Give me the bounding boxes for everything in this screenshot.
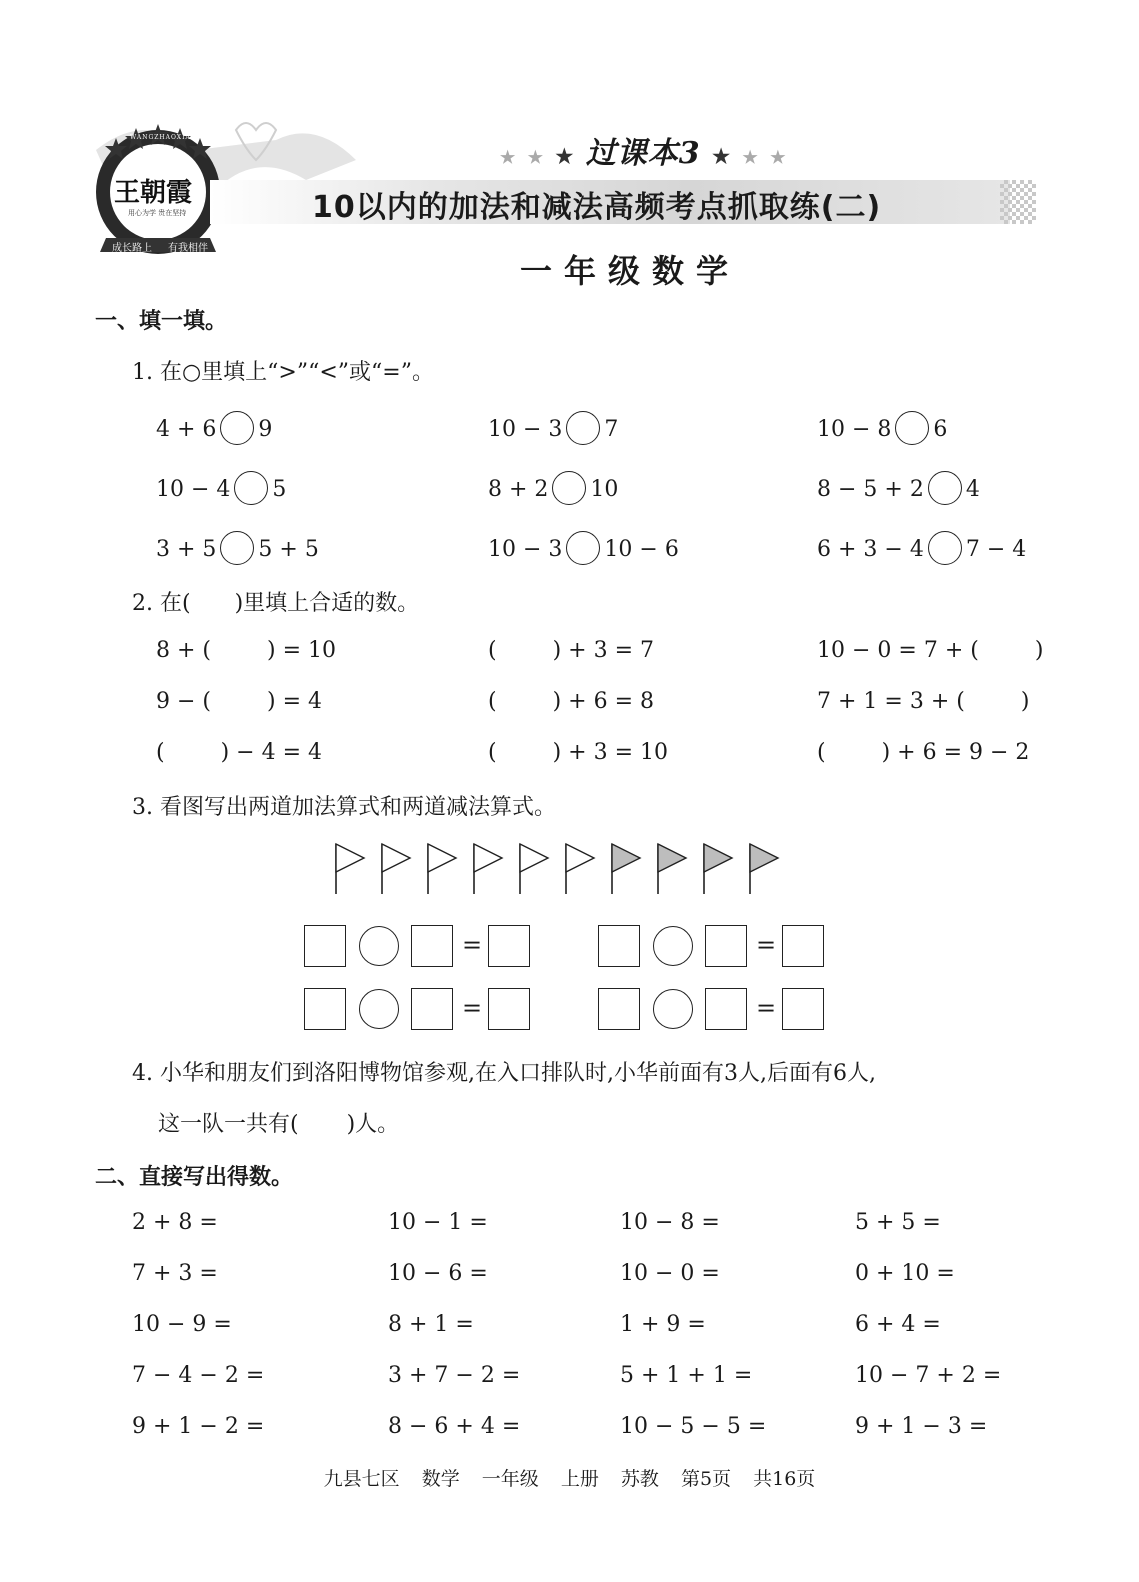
page-footer: [0, 1464, 1139, 1491]
star-icon: ★: [500, 148, 517, 168]
compare-left: 8 + 2: [488, 477, 549, 502]
series-label: [500, 128, 786, 172]
page-title: 10以内的加法和减法高频考点抓取练(二): [312, 190, 882, 225]
mental-math-item[interactable]: 10 − 0 =: [620, 1261, 720, 1286]
mental-math-item[interactable]: 10 − 6 =: [388, 1261, 488, 1286]
compare-item: [488, 473, 618, 507]
compare-item: [156, 473, 286, 507]
compare-right: 5: [272, 477, 287, 502]
answer-box[interactable]: [598, 925, 640, 967]
compare-circle-blank[interactable]: [220, 531, 254, 565]
q4-text-before: 这一队一共有(: [158, 1112, 299, 1137]
compare-right: 6: [933, 417, 948, 442]
compare-left: 10 − 8: [817, 417, 892, 442]
answer-box[interactable]: [304, 988, 346, 1030]
equals-sign: =: [756, 931, 777, 959]
footer-volume: 上册: [560, 1468, 599, 1490]
mental-math-item[interactable]: 10 − 9 =: [132, 1312, 232, 1337]
white-flag-icon: [336, 844, 364, 894]
compare-circle-blank[interactable]: [566, 411, 600, 445]
footer-subject: 数学: [421, 1468, 460, 1490]
gray-flag-icon: [750, 844, 778, 894]
fill-before: 10 − 0 = 7 + (: [817, 638, 979, 663]
fill-item: [488, 689, 654, 714]
fill-after: ) + 3 = 7: [552, 638, 655, 663]
fill-item: [488, 740, 668, 765]
fill-item: [817, 740, 1029, 765]
fill-item: [156, 638, 336, 663]
mental-math-item[interactable]: 7 + 3 =: [132, 1261, 218, 1286]
flags-illustration: [320, 838, 800, 898]
fill-item: [156, 689, 322, 714]
grade-subject: 一年级数学: [520, 252, 741, 290]
logo-name: 王朝霞: [114, 178, 193, 208]
fill-after: ): [1020, 689, 1030, 714]
compare-circle-blank[interactable]: [220, 411, 254, 445]
compare-item: [817, 473, 980, 507]
compare-left: 6 + 3 − 4: [817, 537, 924, 562]
compare-left: 10 − 3: [488, 417, 563, 442]
compare-left: 10 − 3: [488, 537, 563, 562]
footer-grade: 一年级: [481, 1468, 539, 1490]
mental-math-item[interactable]: 6 + 4 =: [855, 1312, 941, 1337]
fill-before: (: [156, 740, 165, 765]
white-flag-icon: [474, 844, 502, 894]
compare-item: [488, 413, 618, 447]
mental-math-item[interactable]: 10 − 7 + 2 =: [855, 1363, 1002, 1388]
white-flag-icon: [566, 844, 594, 894]
footer-page: 第5页: [680, 1468, 732, 1490]
fill-after: ) = 4: [267, 689, 322, 714]
star-icon: ★: [555, 144, 575, 168]
mental-math-item[interactable]: 10 − 1 =: [388, 1210, 488, 1235]
fill-before: (: [817, 740, 826, 765]
equals-sign: =: [462, 931, 483, 959]
compare-circle-blank[interactable]: [895, 411, 929, 445]
answer-box[interactable]: [782, 988, 824, 1030]
answer-box[interactable]: [488, 925, 530, 967]
compare-circle-blank[interactable]: [928, 471, 962, 505]
compare-item: [156, 533, 319, 567]
compare-right: 10 − 6: [604, 537, 679, 562]
compare-left: 4 + 6: [156, 417, 217, 442]
compare-circle-blank[interactable]: [234, 471, 268, 505]
compare-item: [156, 413, 272, 447]
mental-math-item[interactable]: 7 − 4 − 2 =: [132, 1363, 265, 1388]
equals-sign: =: [756, 994, 777, 1022]
fill-before: (: [488, 638, 497, 663]
compare-circle-blank[interactable]: [566, 531, 600, 565]
white-flag-icon: [382, 844, 410, 894]
compare-right: 4: [965, 477, 980, 502]
gray-flag-icon: [658, 844, 686, 894]
fill-item: [817, 638, 1043, 663]
mental-math-item[interactable]: 5 + 1 + 1 =: [620, 1363, 753, 1388]
compare-item: [817, 533, 1026, 567]
compare-circle-blank[interactable]: [552, 471, 586, 505]
compare-right: 9: [258, 417, 273, 442]
q1-prompt: 1. 在○里填上“>”“<”或“=”。: [132, 360, 434, 385]
fill-before: 7 + 1 = 3 + (: [817, 689, 965, 714]
mental-math-item[interactable]: 8 + 1 =: [388, 1312, 474, 1337]
q3-prompt: 3. 看图写出两道加法算式和两道减法算式。: [132, 795, 556, 820]
fill-item: [488, 638, 654, 663]
q4-line2: [158, 1107, 399, 1138]
fill-after: ) + 6 = 8: [552, 689, 655, 714]
equals-sign: =: [462, 994, 483, 1022]
star-icon: ★: [712, 144, 732, 168]
operator-circle-blank[interactable]: [653, 989, 693, 1029]
operator-circle-blank[interactable]: [359, 989, 399, 1029]
logo-motto: 用心为学 贵在坚持: [128, 209, 187, 217]
mental-math-item[interactable]: 9 + 1 − 2 =: [132, 1414, 265, 1439]
answer-box[interactable]: [705, 925, 747, 967]
compare-left: 10 − 4: [156, 477, 231, 502]
white-flag-icon: [428, 844, 456, 894]
operator-circle-blank[interactable]: [653, 926, 693, 966]
compare-right: 7 − 4: [965, 537, 1027, 562]
answer-box[interactable]: [705, 988, 747, 1030]
answer-box[interactable]: [598, 988, 640, 1030]
star-icon: ★: [742, 148, 759, 168]
q4-text-after: )人。: [346, 1112, 400, 1137]
fill-item: [156, 740, 322, 765]
fill-after: ) + 6 = 9 − 2: [881, 740, 1030, 765]
compare-item: [817, 413, 947, 447]
footer-total: 共16页: [753, 1468, 816, 1490]
mental-math-item[interactable]: 3 + 7 − 2 =: [388, 1363, 521, 1388]
footer-edition: 苏教: [620, 1468, 659, 1490]
logo-slogan-right: 有我相伴: [168, 243, 208, 254]
fill-item: [817, 689, 1029, 714]
gray-flag-icon: [704, 844, 732, 894]
compare-left: 8 − 5 + 2: [817, 477, 924, 502]
mental-math-item[interactable]: 5 + 5 =: [855, 1210, 941, 1235]
compare-right: 5 + 5: [258, 537, 319, 562]
q4-line1: 4. 小华和朋友们到洛阳博物馆参观,在入口排队时,小华前面有3人,后面有6人,: [132, 1061, 876, 1086]
answer-box[interactable]: [782, 925, 824, 967]
fill-before: 8 + (: [156, 638, 211, 663]
footer-region: 九县七区: [323, 1468, 400, 1490]
mental-math-item[interactable]: 10 − 5 − 5 =: [620, 1414, 767, 1439]
gray-flag-icon: [612, 844, 640, 894]
fill-before: (: [488, 689, 497, 714]
answer-box[interactable]: [411, 925, 453, 967]
fill-after: ) = 10: [267, 638, 336, 663]
mental-math-item[interactable]: 0 + 10 =: [855, 1261, 955, 1286]
compare-circle-blank[interactable]: [928, 531, 962, 565]
mental-math-item[interactable]: 8 − 6 + 4 =: [388, 1414, 521, 1439]
series-text: 过课本3: [585, 136, 701, 171]
compare-right: 7: [604, 417, 619, 442]
fill-after: ) − 4 = 4: [220, 740, 323, 765]
logo-slogan-left: 成长路上: [112, 243, 152, 254]
mental-math-item[interactable]: 2 + 8 =: [132, 1210, 218, 1235]
star-icon: ★: [770, 148, 787, 168]
mental-math-item[interactable]: 1 + 9 =: [620, 1312, 706, 1337]
section1-heading: 一、填一填。: [95, 309, 228, 334]
answer-box[interactable]: [411, 988, 453, 1030]
q2-prompt: 2. 在( )里填上合适的数。: [132, 591, 420, 616]
fill-after: ) + 3 = 10: [552, 740, 669, 765]
answer-box[interactable]: [488, 988, 530, 1030]
fill-before: (: [488, 740, 497, 765]
mental-math-item[interactable]: 9 + 1 − 3 =: [855, 1414, 988, 1439]
section2-heading: 二、直接写出得数。: [95, 1165, 294, 1190]
white-flag-icon: [520, 844, 548, 894]
answer-box[interactable]: [304, 925, 346, 967]
mental-math-item[interactable]: 10 − 8 =: [620, 1210, 720, 1235]
compare-left: 3 + 5: [156, 537, 217, 562]
title-band-pattern: [1000, 180, 1036, 224]
logo-ring-text: WANGZHAOXIA: [130, 134, 191, 141]
fill-before: 9 − (: [156, 689, 211, 714]
compare-item: [488, 533, 679, 567]
star-icon: ★: [527, 148, 544, 168]
fill-after: ): [1034, 638, 1044, 663]
operator-circle-blank[interactable]: [359, 926, 399, 966]
compare-right: 10: [590, 477, 619, 502]
